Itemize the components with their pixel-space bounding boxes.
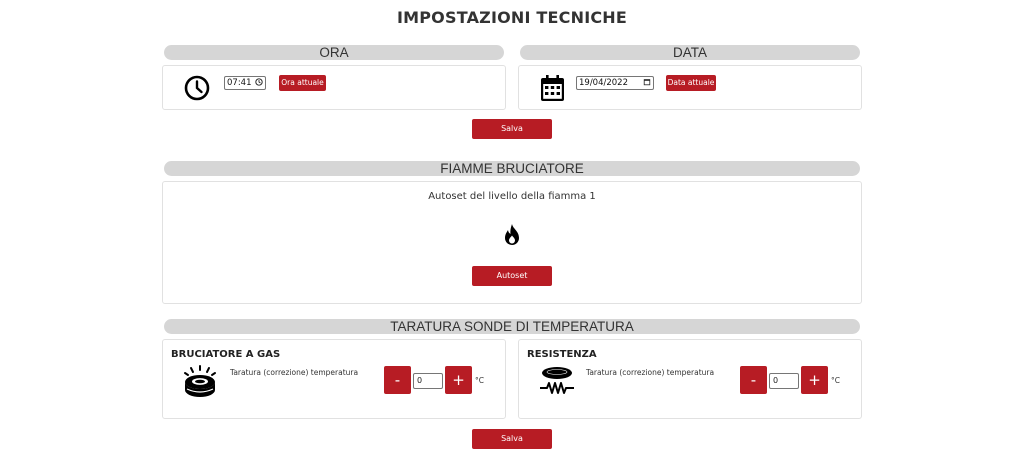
gas-burner-title: BRUCIATORE A GAS xyxy=(171,349,281,360)
resistance-increment-button[interactable]: + xyxy=(801,366,828,394)
gas-burner-label: Taratura (correzione) temperatura xyxy=(230,368,359,377)
gas-burner-increment-button[interactable]: + xyxy=(445,366,472,394)
date-section-header: DATA xyxy=(520,45,860,60)
resistance-offset-input[interactable]: 0 xyxy=(769,373,799,389)
gas-burner-decrement-button[interactable]: - xyxy=(384,366,411,394)
time-section-header: ORA xyxy=(164,45,504,60)
clock-icon[interactable] xyxy=(255,77,263,89)
gas-burner-unit: °C xyxy=(475,376,484,385)
save-calibration-button[interactable]: Salva xyxy=(472,429,552,449)
date-value: 19/04/2022 xyxy=(579,78,628,88)
flame-icon xyxy=(503,223,521,252)
time-value: 07:41 xyxy=(227,78,252,88)
flame-subtitle: Autoset del livello della fiamma 1 xyxy=(428,191,596,202)
page-title: IMPOSTAZIONI TECNICHE xyxy=(396,8,628,27)
calibration-section-header: TARATURA SONDE DI TEMPERATURA xyxy=(164,319,860,334)
resistance-decrement-button[interactable]: - xyxy=(740,366,767,394)
flame-section-header: FIAMME BRUCIATORE xyxy=(164,161,860,176)
time-card xyxy=(162,65,506,110)
autoset-button[interactable]: Autoset xyxy=(472,266,552,286)
current-date-button[interactable]: Data attuale xyxy=(666,75,716,91)
heating-element-icon xyxy=(539,366,575,401)
date-input[interactable] xyxy=(576,76,654,90)
calendar-icon[interactable] xyxy=(643,77,651,89)
time-input[interactable] xyxy=(224,76,266,90)
clock-icon xyxy=(184,75,210,106)
resistance-label: Taratura (correzione) temperatura xyxy=(586,368,715,377)
resistance-title: RESISTENZA xyxy=(527,349,597,360)
gas-burner-offset-input[interactable]: 0 xyxy=(413,373,443,389)
calendar-icon xyxy=(540,74,565,107)
current-time-button[interactable]: Ora attuale xyxy=(279,75,326,91)
resistance-unit: °C xyxy=(831,376,840,385)
save-datetime-button[interactable]: Salva xyxy=(472,119,552,139)
gas-burner-icon xyxy=(182,365,218,404)
